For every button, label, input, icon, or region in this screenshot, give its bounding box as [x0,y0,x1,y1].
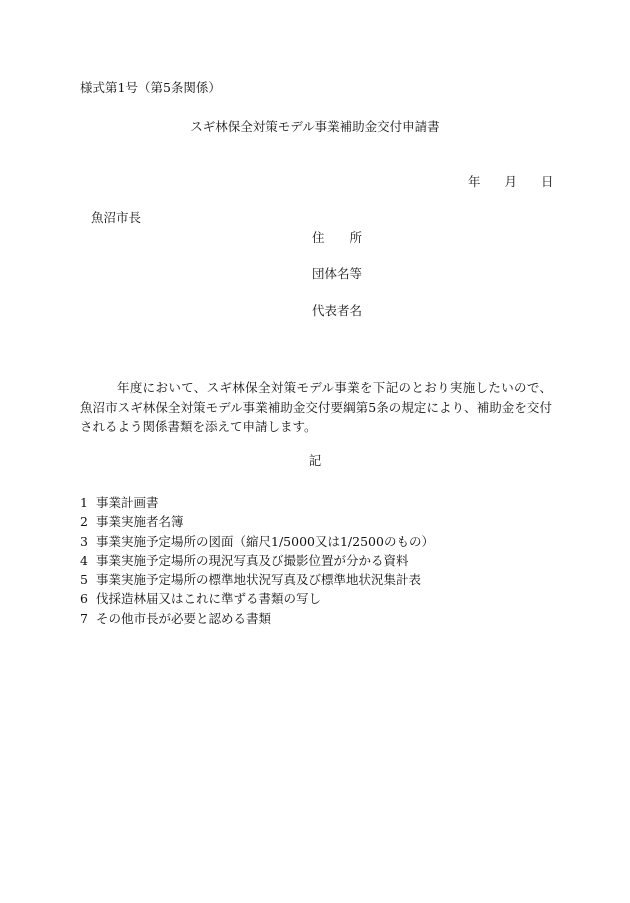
date-line [468,176,554,189]
item-text: 事業実施予定場所の現況写真及び撮影位置が分かる資料 [96,552,409,568]
item-number: 4 [80,552,88,568]
item-text: 事業計画書 [96,495,159,510]
list-item [80,570,434,589]
address-label-part-2: 所 [349,230,363,245]
list-item [80,551,434,570]
list-item [80,532,434,551]
attachment-list [80,493,434,628]
application-body-text: 年度において、スギ林保全対策モデル事業を下記のとおり実施したいので、魚沼市スギ林保全対策モデル事業補助金交付要綱第5条の規定により、補助金を交付されるよう関係書類を添えて申請します。 [80,380,552,434]
applicant-address-label [312,232,362,245]
list-item [80,493,434,512]
date-month-label: 月 [504,174,518,189]
address-label-part-1: 住 [312,230,325,245]
date-year-label: 年 [468,174,481,189]
item-text: 事業実施予定場所の標準地状況写真及び標準地状況集計表 [96,572,422,588]
document-title: スギ林保全対策モデル事業補助金交付申請書 [190,119,440,134]
ki-heading: 記 [308,453,322,468]
list-item [80,609,434,628]
item-number: 2 [80,514,88,530]
item-text: 事業実施予定場所の図面（縮尺1/5000又は1/2500のもの） [96,533,434,549]
item-number: 6 [80,591,88,607]
item-number: 1 [80,495,88,510]
item-number: 7 [80,610,88,626]
item-text: 伐採造林届又はこれに準ずる書類の写し [96,591,322,607]
item-text: その他市長が必要と認める書類 [96,610,272,626]
applicant-representative-label: 代表者名 [312,303,363,318]
list-item [80,589,434,608]
date-day-label: 日 [541,174,554,189]
item-number: 5 [80,572,88,588]
applicant-organization-label: 団体名等 [312,266,363,281]
item-number: 3 [80,533,88,549]
form-number: 様式第1号（第5条関係） [80,80,221,95]
addressee: 魚沼市長 [91,210,142,225]
list-item [80,512,434,531]
item-text: 事業実施者名簿 [96,514,184,530]
